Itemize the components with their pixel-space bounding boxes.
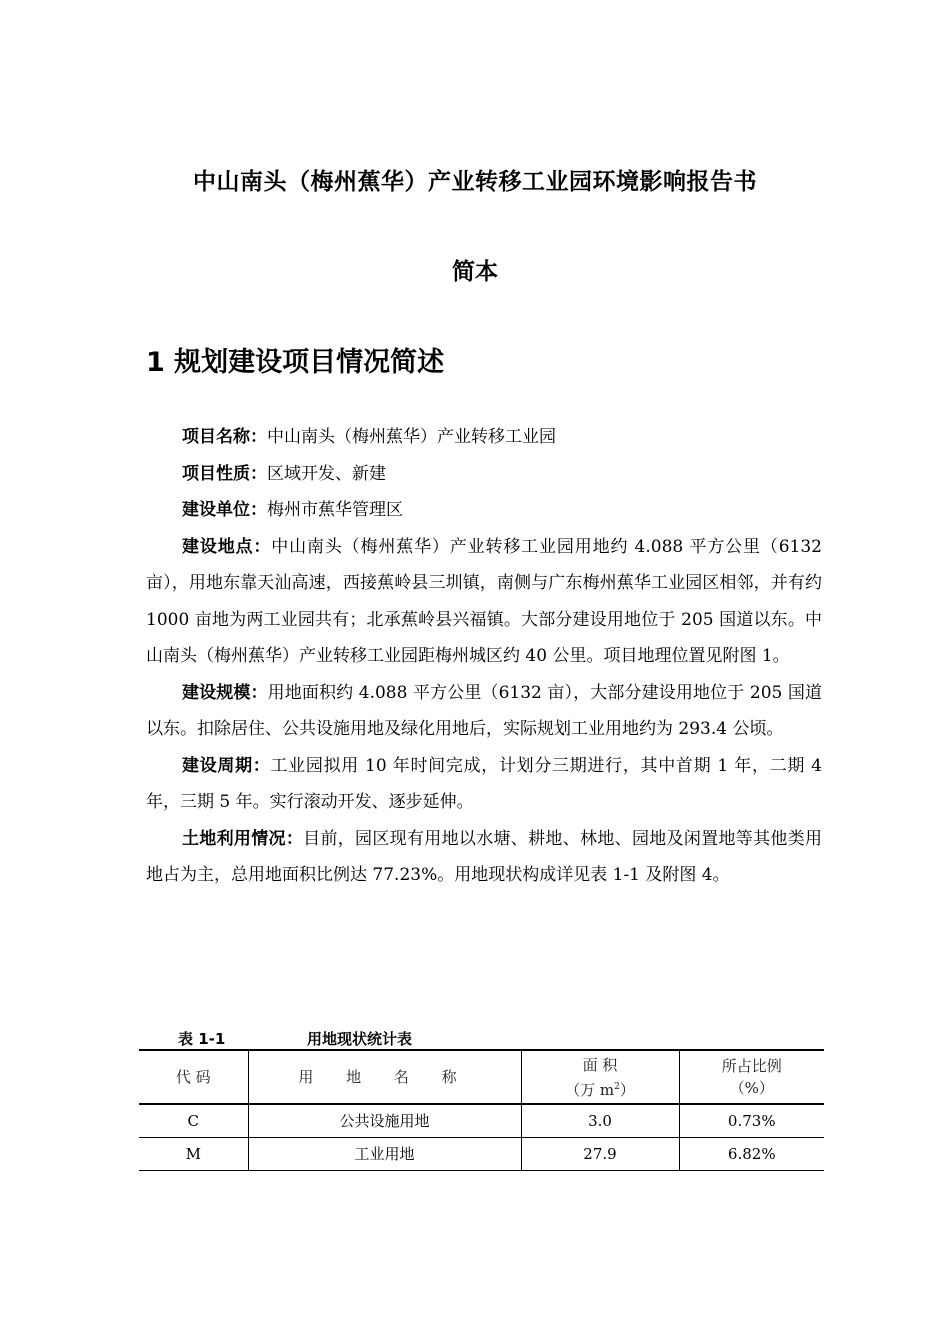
paragraph-text: 梅州市蕉华管理区 (267, 500, 403, 520)
header-area-line1: 面 积 (582, 1055, 618, 1074)
header-name-text: 用 地 名 称 (298, 1068, 471, 1086)
document-title: 中山南头（梅州蕉华）产业转移工业园环境影响报告书 (193, 169, 757, 195)
paragraph-text: 区域开发、新建 (267, 463, 386, 484)
header-code: 代 码 (139, 1050, 248, 1104)
table-row (139, 1137, 824, 1170)
cell-area: 27.9 (521, 1137, 679, 1170)
paragraph-label: 建设周期： (182, 755, 271, 776)
land-use-paragraph (146, 821, 822, 894)
cell-code: M (139, 1137, 248, 1170)
table-number: 表 1-1 (178, 1030, 226, 1048)
header-name (248, 1050, 521, 1104)
paragraph-text: 中山南头（梅州蕉华）产业转移工业园 (267, 427, 556, 447)
header-ratio (679, 1050, 824, 1104)
project-name-paragraph (146, 419, 822, 456)
location-paragraph (146, 529, 822, 675)
cell-area: 3.0 (521, 1104, 679, 1137)
paragraph-text: 工业园拟用 10 年时间完成，计划分三期进行，其中首期 1 年，二期 4 年，三期 5 年。实行滚动开发、逐步延伸。 (146, 755, 822, 812)
scale-paragraph (146, 675, 822, 748)
period-paragraph (146, 748, 822, 821)
document-subtitle: 简本 (452, 259, 498, 285)
paragraph-label: 项目名称： (182, 427, 267, 447)
paragraph-label: 项目性质： (182, 463, 267, 484)
paragraph-label: 建设规模： (182, 682, 268, 703)
paragraph-text: 中山南头（梅州蕉华）产业转移工业园用地约 4.088 平方公里（6132 亩），用地东靠天汕高速，西接蕉岭县三圳镇，南侧与广东梅州蕉华工业园区相邻，并有约 1000 亩地为两工业园共有；北承蕉岭县兴福镇。大部分建设用地位于 205 国道以东。中山南头（梅州蕉华）产业转移工业园距梅州城区约 40 公里。项目地理位置见附图 1。 (146, 536, 822, 666)
header-area-sup: 2 (614, 1081, 620, 1092)
header-area-close: ） (619, 1080, 635, 1099)
paragraph-text: 目前，园区现有用地以水塘、耕地、林地、园地及闲置地等其他类用地占为主，总用地面积比例达 77.23%。用地现状构成详见表 1-1 及附图 4。 (146, 828, 823, 885)
paragraph-label: 土地利用情况： (182, 828, 304, 849)
builder-paragraph (146, 492, 822, 529)
table-header-row (139, 1050, 824, 1104)
cell-name: 工业用地 (248, 1137, 521, 1170)
cell-name: 公共设施用地 (248, 1104, 521, 1137)
table-caption: 用地现状统计表 (307, 1030, 413, 1048)
table-row (139, 1104, 824, 1137)
cell-ratio: 0.73% (679, 1104, 824, 1137)
body-text (146, 419, 822, 894)
project-nature-paragraph (146, 456, 822, 493)
header-area-line2 (522, 1076, 679, 1101)
section-heading: 1 规划建设项目情况简述 (146, 347, 445, 378)
header-area-unit: （万 m (565, 1080, 615, 1099)
paragraph-text: 用地面积约 4.088 平方公里（6132 亩），大部分建设用地位于 205 国道以东。扣除居住、公共设施用地及绿化用地后，实际规划工业用地约为 293.4 公顷。 (146, 682, 822, 739)
cell-code: C (139, 1104, 248, 1137)
header-area (521, 1050, 679, 1104)
paragraph-label: 建设单位： (182, 500, 267, 520)
paragraph-label: 建设地点： (182, 536, 272, 557)
cell-ratio: 6.82% (679, 1137, 824, 1170)
header-ratio-line2: （%） (729, 1079, 774, 1097)
header-ratio-line1: 所占比例 (721, 1057, 782, 1075)
land-use-table (139, 1049, 824, 1171)
